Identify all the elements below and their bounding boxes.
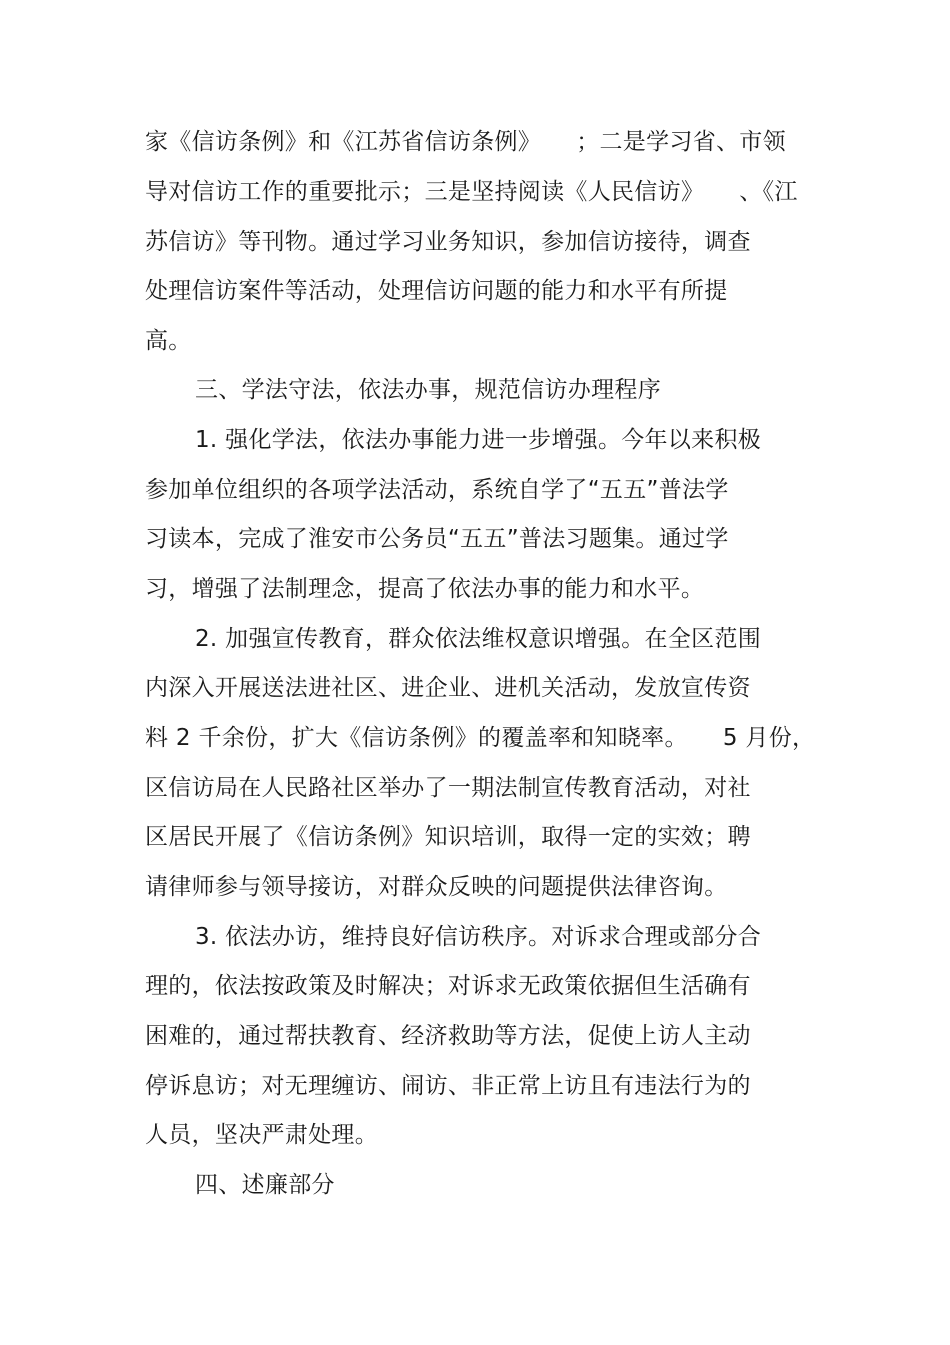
- section-heading-4: 四、述廉部分: [195, 1172, 335, 1198]
- text-line: 习，增强了法制理念，提高了依法办事的能力和水平。: [145, 576, 705, 602]
- text-line: 料 2 千余份，扩大《信访条例》的覆盖率和知晓率。 5 月份，: [145, 725, 816, 751]
- text-line: 1. 强化学法，依法办事能力进一步增强。今年以来积极: [195, 427, 762, 453]
- text-line: 困难的，通过帮扶教育、经济救助等方法，促使上访人主动: [145, 1023, 751, 1049]
- text-line: 区居民开展了《信访条例》知识培训，取得一定的实效；聘: [145, 824, 751, 850]
- text-line: 3. 依法办访，维持良好信访秩序。对诉求合理或部分合: [195, 924, 762, 950]
- text-line: 高。: [145, 328, 192, 354]
- text-line: 导对信访工作的重要批示；三是坚持阅读《人民信访》 、《江: [145, 179, 798, 205]
- text-line: 区信访局在人民路社区举办了一期法制宣传教育活动，对社: [145, 775, 751, 801]
- text-line: 习读本，完成了淮安市公务员“五五”普法习题集。通过学: [145, 526, 729, 552]
- text-line: 内深入开展送法进社区、进企业、进机关活动，发放宣传资: [145, 675, 751, 701]
- text-line: 请律师参与领导接访，对群众反映的问题提供法律咨询。: [145, 874, 728, 900]
- text-line: 苏信访》等刊物。通过学习业务知识，参加信访接待，调查: [145, 229, 751, 255]
- text-line: 人员，坚决严肃处理。: [145, 1122, 378, 1148]
- text-line: 2. 加强宣传教育，群众依法维权意识增强。在全区范围: [195, 626, 762, 652]
- section-heading-3: 三、学法守法，依法办事，规范信访办理程序: [195, 377, 661, 403]
- text-line: 参加单位组织的各项学法活动，系统自学了“五五”普法学: [145, 477, 729, 503]
- text-line: 家《信访条例》和《江苏省信访条例》 ；二是学习省、市领: [145, 129, 786, 155]
- text-line: 理的，依法按政策及时解决；对诉求无政策依据但生活确有: [145, 973, 751, 999]
- text-line: 处理信访案件等活动，处理信访问题的能力和水平有所提: [145, 278, 728, 304]
- text-line: 停诉息访；对无理缠访、闹访、非正常上访且有违法行为的: [145, 1073, 751, 1099]
